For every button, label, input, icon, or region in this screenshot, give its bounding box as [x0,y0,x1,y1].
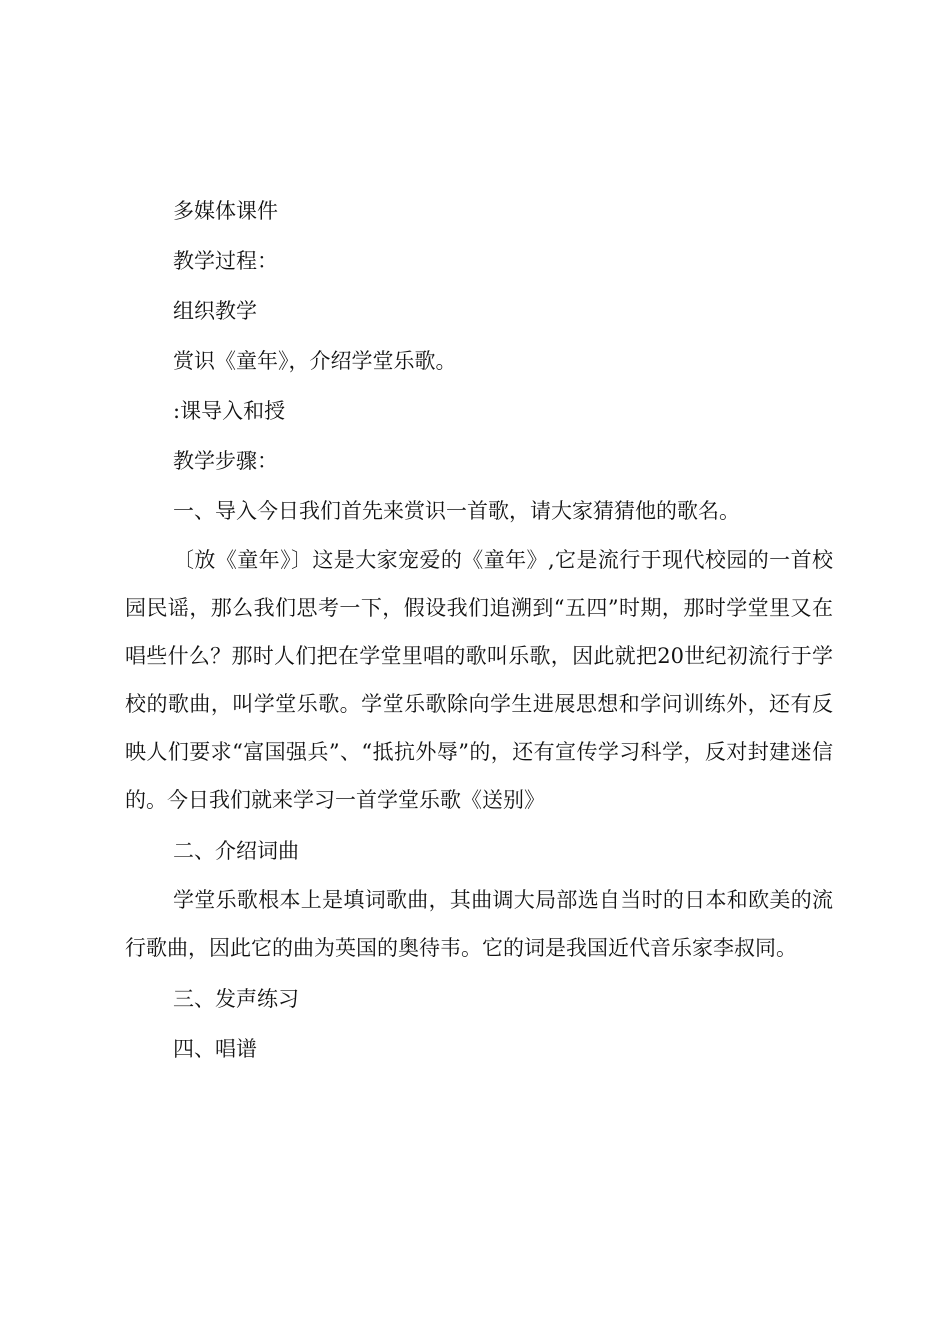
text-line-appreciate: 赏识《童年》，介绍学堂乐歌。 [173,349,457,373]
document-body [125,186,833,1074]
text-line-lesson-type: :课导入和授 [173,399,286,423]
text-line-organize: 组织教学 [173,299,257,323]
section-2-paragraph: 学堂乐歌根本上是填词歌曲，其曲调大局部选自当时的日本和欧美的流行歌曲，因此它的曲为英国的奥待韦。它的词是我国近代音乐家李叔同。 [125,888,833,960]
text-line-process-heading: 教学过程： [173,249,278,273]
section-4-heading: 四、唱谱 [173,1037,257,1061]
section-3-heading: 三、发声练习 [173,987,299,1011]
text-line-steps-heading: 教学步骤： [173,449,278,473]
text-line-materials: 多媒体课件 [173,199,278,223]
section-1-paragraph: 〔放《童年》〕这是大家宠爱的《童年》,它是流行于现代校园的一首校园民谣，那么我们思考一下，假设我们追溯到“五四”时期，那时学堂里又在唱些什么？那时人们把在学堂里唱的歌叫乐歌，因此就把20世纪初流行于学校的歌曲，叫学堂乐歌。学堂乐歌除向学生进展思想和学问训练外，还有反映人们要求“富国强兵”、“抵抗外辱”的，还有宣传学习科学，反对封建迷信的。今日我们就来学习一首学堂乐歌《送别》 [125,548,833,812]
section-1-heading: 一、导入今日我们首先来赏识一首歌，请大家猜猜他的歌名。 [173,499,740,523]
section-2-heading: 二、介绍词曲 [173,839,299,863]
